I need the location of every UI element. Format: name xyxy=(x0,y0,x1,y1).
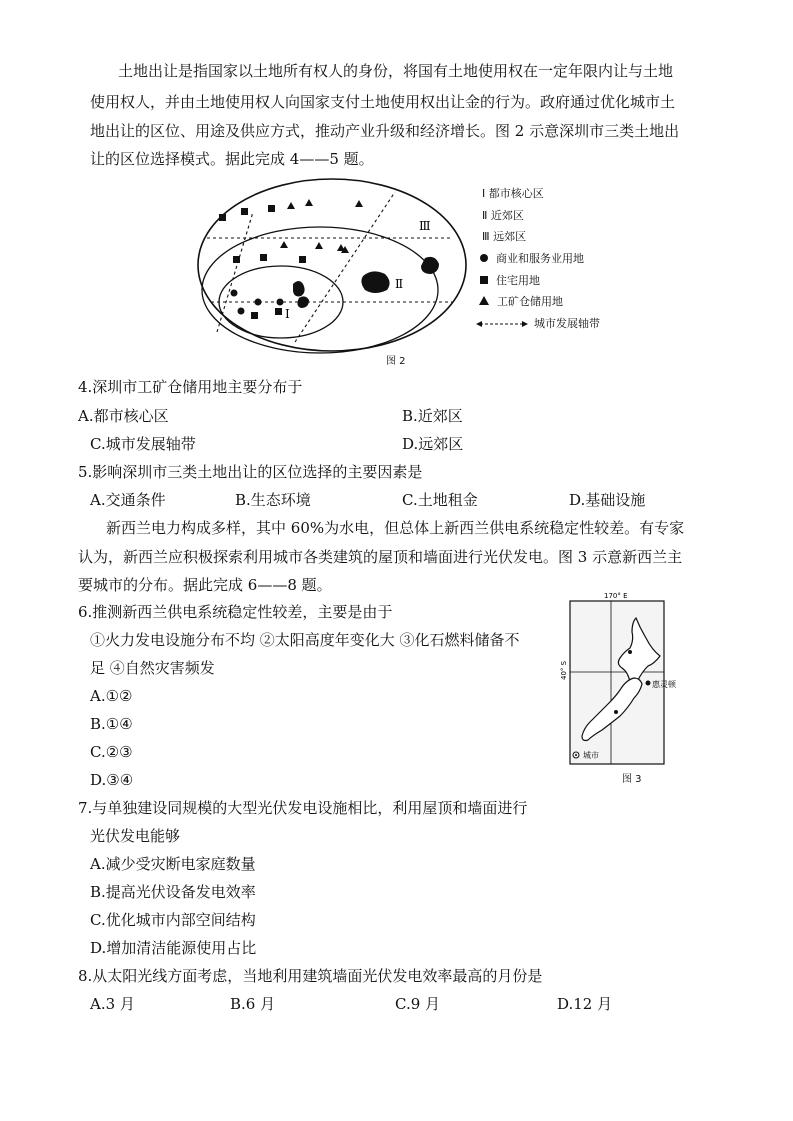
wellington-city-marker xyxy=(646,681,651,686)
lon-label: 170° E xyxy=(604,592,628,600)
q8-option-d: D.12 月 xyxy=(557,995,613,1013)
industrial-markers xyxy=(280,199,363,253)
intro1-line-3: 地出让的区位、用途及供应方式，推动产业升级和经济增长。图 2 示意深圳市三类土地出 xyxy=(90,122,680,140)
q6-option-d: D.③④ xyxy=(90,771,134,789)
q6-option-c: C.②③ xyxy=(90,743,133,761)
legend-zone-1: Ⅰ 都市核心区 xyxy=(482,187,544,200)
q5-option-a: A.交通条件 xyxy=(90,491,166,509)
zone-label-3: Ⅲ xyxy=(419,219,431,233)
circle-icon xyxy=(480,254,488,262)
q7-option-a: A.减少受灾断电家庭数量 xyxy=(90,855,256,873)
q8-option-c: C.9 月 xyxy=(395,995,441,1013)
q6-stem: 6.推测新西兰供电系统稳定性较差，主要是由于 xyxy=(78,603,393,621)
land-zone-diagram xyxy=(195,172,470,352)
q5-stem: 5.影响深圳市三类土地出让的区位选择的主要因素是 xyxy=(78,463,423,481)
q7-stem-2: 光伏发电能够 xyxy=(90,827,181,845)
q8-option-b: B.6 月 xyxy=(230,995,276,1013)
q7-option-c: C.优化城市内部空间结构 xyxy=(90,911,256,929)
zone-label-2: Ⅱ xyxy=(395,277,404,291)
legend-axis: 城市发展轴带 xyxy=(476,315,600,331)
legend-zone-2: Ⅱ 近郊区 xyxy=(482,209,524,222)
q5-option-c: C.土地租金 xyxy=(402,491,478,509)
q6-choices-line-2: 足 ④自然灾害频发 xyxy=(90,659,215,677)
new-zealand-map xyxy=(556,592,676,784)
land-blobs xyxy=(293,257,439,308)
q8-option-a: A.3 月 xyxy=(90,995,135,1013)
intro2-line-1: 新西兰电力构成多样，其中 60%为水电，但总体上新西兰供电系统稳定性较差。有专家 xyxy=(106,519,685,537)
q4-stem: 4.深圳市工矿仓储用地主要分布于 xyxy=(78,378,303,396)
residential-markers xyxy=(219,205,306,319)
city-marker xyxy=(614,710,618,714)
q6-choices-line-1: ①火力发电设施分布不均 ②太阳高度年变化大 ③化石燃料储备不 xyxy=(90,631,520,649)
intro1-line-2: 使用权人，并由土地使用权人向国家支付土地使用权出让金的行为。政府通过优化城市土 xyxy=(90,93,676,111)
q6-option-b: B.①④ xyxy=(90,715,133,733)
dashed-arrow-icon xyxy=(476,320,528,328)
legend-residential: 住宅用地 xyxy=(480,272,540,288)
intro2-line-2: 认为，新西兰应积极探索利用城市各类建筑的屋顶和墙面进行光伏发电。图 3 示意新西兰主 xyxy=(78,548,683,566)
city-marker xyxy=(628,650,632,654)
q4-option-c: C.城市发展轴带 xyxy=(90,435,196,453)
lat-label: 40° S xyxy=(560,660,568,680)
q7-option-b: B.提高光伏设备发电效率 xyxy=(90,883,256,901)
city-legend-text: 城市 xyxy=(583,751,599,760)
square-icon xyxy=(480,276,488,284)
legend-commercial: 商业和服务业用地 xyxy=(480,250,584,266)
q4-option-b: B.近郊区 xyxy=(402,407,463,425)
q6-option-a: A.①② xyxy=(90,687,133,705)
q5-option-b: B.生态环境 xyxy=(235,491,311,509)
wellington-label: 惠灵顿 xyxy=(652,680,676,689)
q8-stem: 8.从太阳光线方面考虑，当地利用建筑墙面光伏发电效率最高的月份是 xyxy=(78,967,543,985)
fig3-caption: 图 3 xyxy=(622,774,642,785)
intro1-line-1: 土地出让是指国家以土地所有权人的身份，将国有土地使用权在一定年限内让与土地 xyxy=(118,62,674,80)
triangle-icon xyxy=(479,296,489,305)
fig2-caption: 图 2 xyxy=(386,356,406,367)
legend-zone-3: Ⅲ 远郊区 xyxy=(482,230,527,243)
q5-option-d: D.基础设施 xyxy=(569,491,646,509)
zone-label-1: Ⅰ xyxy=(285,307,290,321)
intro2-line-3: 要城市的分布。据此完成 6——8 题。 xyxy=(78,576,332,594)
q7-option-d: D.增加清洁能源使用占比 xyxy=(90,939,257,957)
legend-industrial: 工矿仓储用地 xyxy=(479,293,563,309)
q4-option-d: D.远郊区 xyxy=(402,435,464,453)
q7-stem-1: 7.与单独建设同规模的大型光伏发电设施相比，利用屋顶和墙面进行 xyxy=(78,799,528,817)
intro1-line-4: 让的区位选择模式。据此完成 4——5 题。 xyxy=(90,150,374,168)
q4-option-a: A.都市核心区 xyxy=(78,407,169,425)
